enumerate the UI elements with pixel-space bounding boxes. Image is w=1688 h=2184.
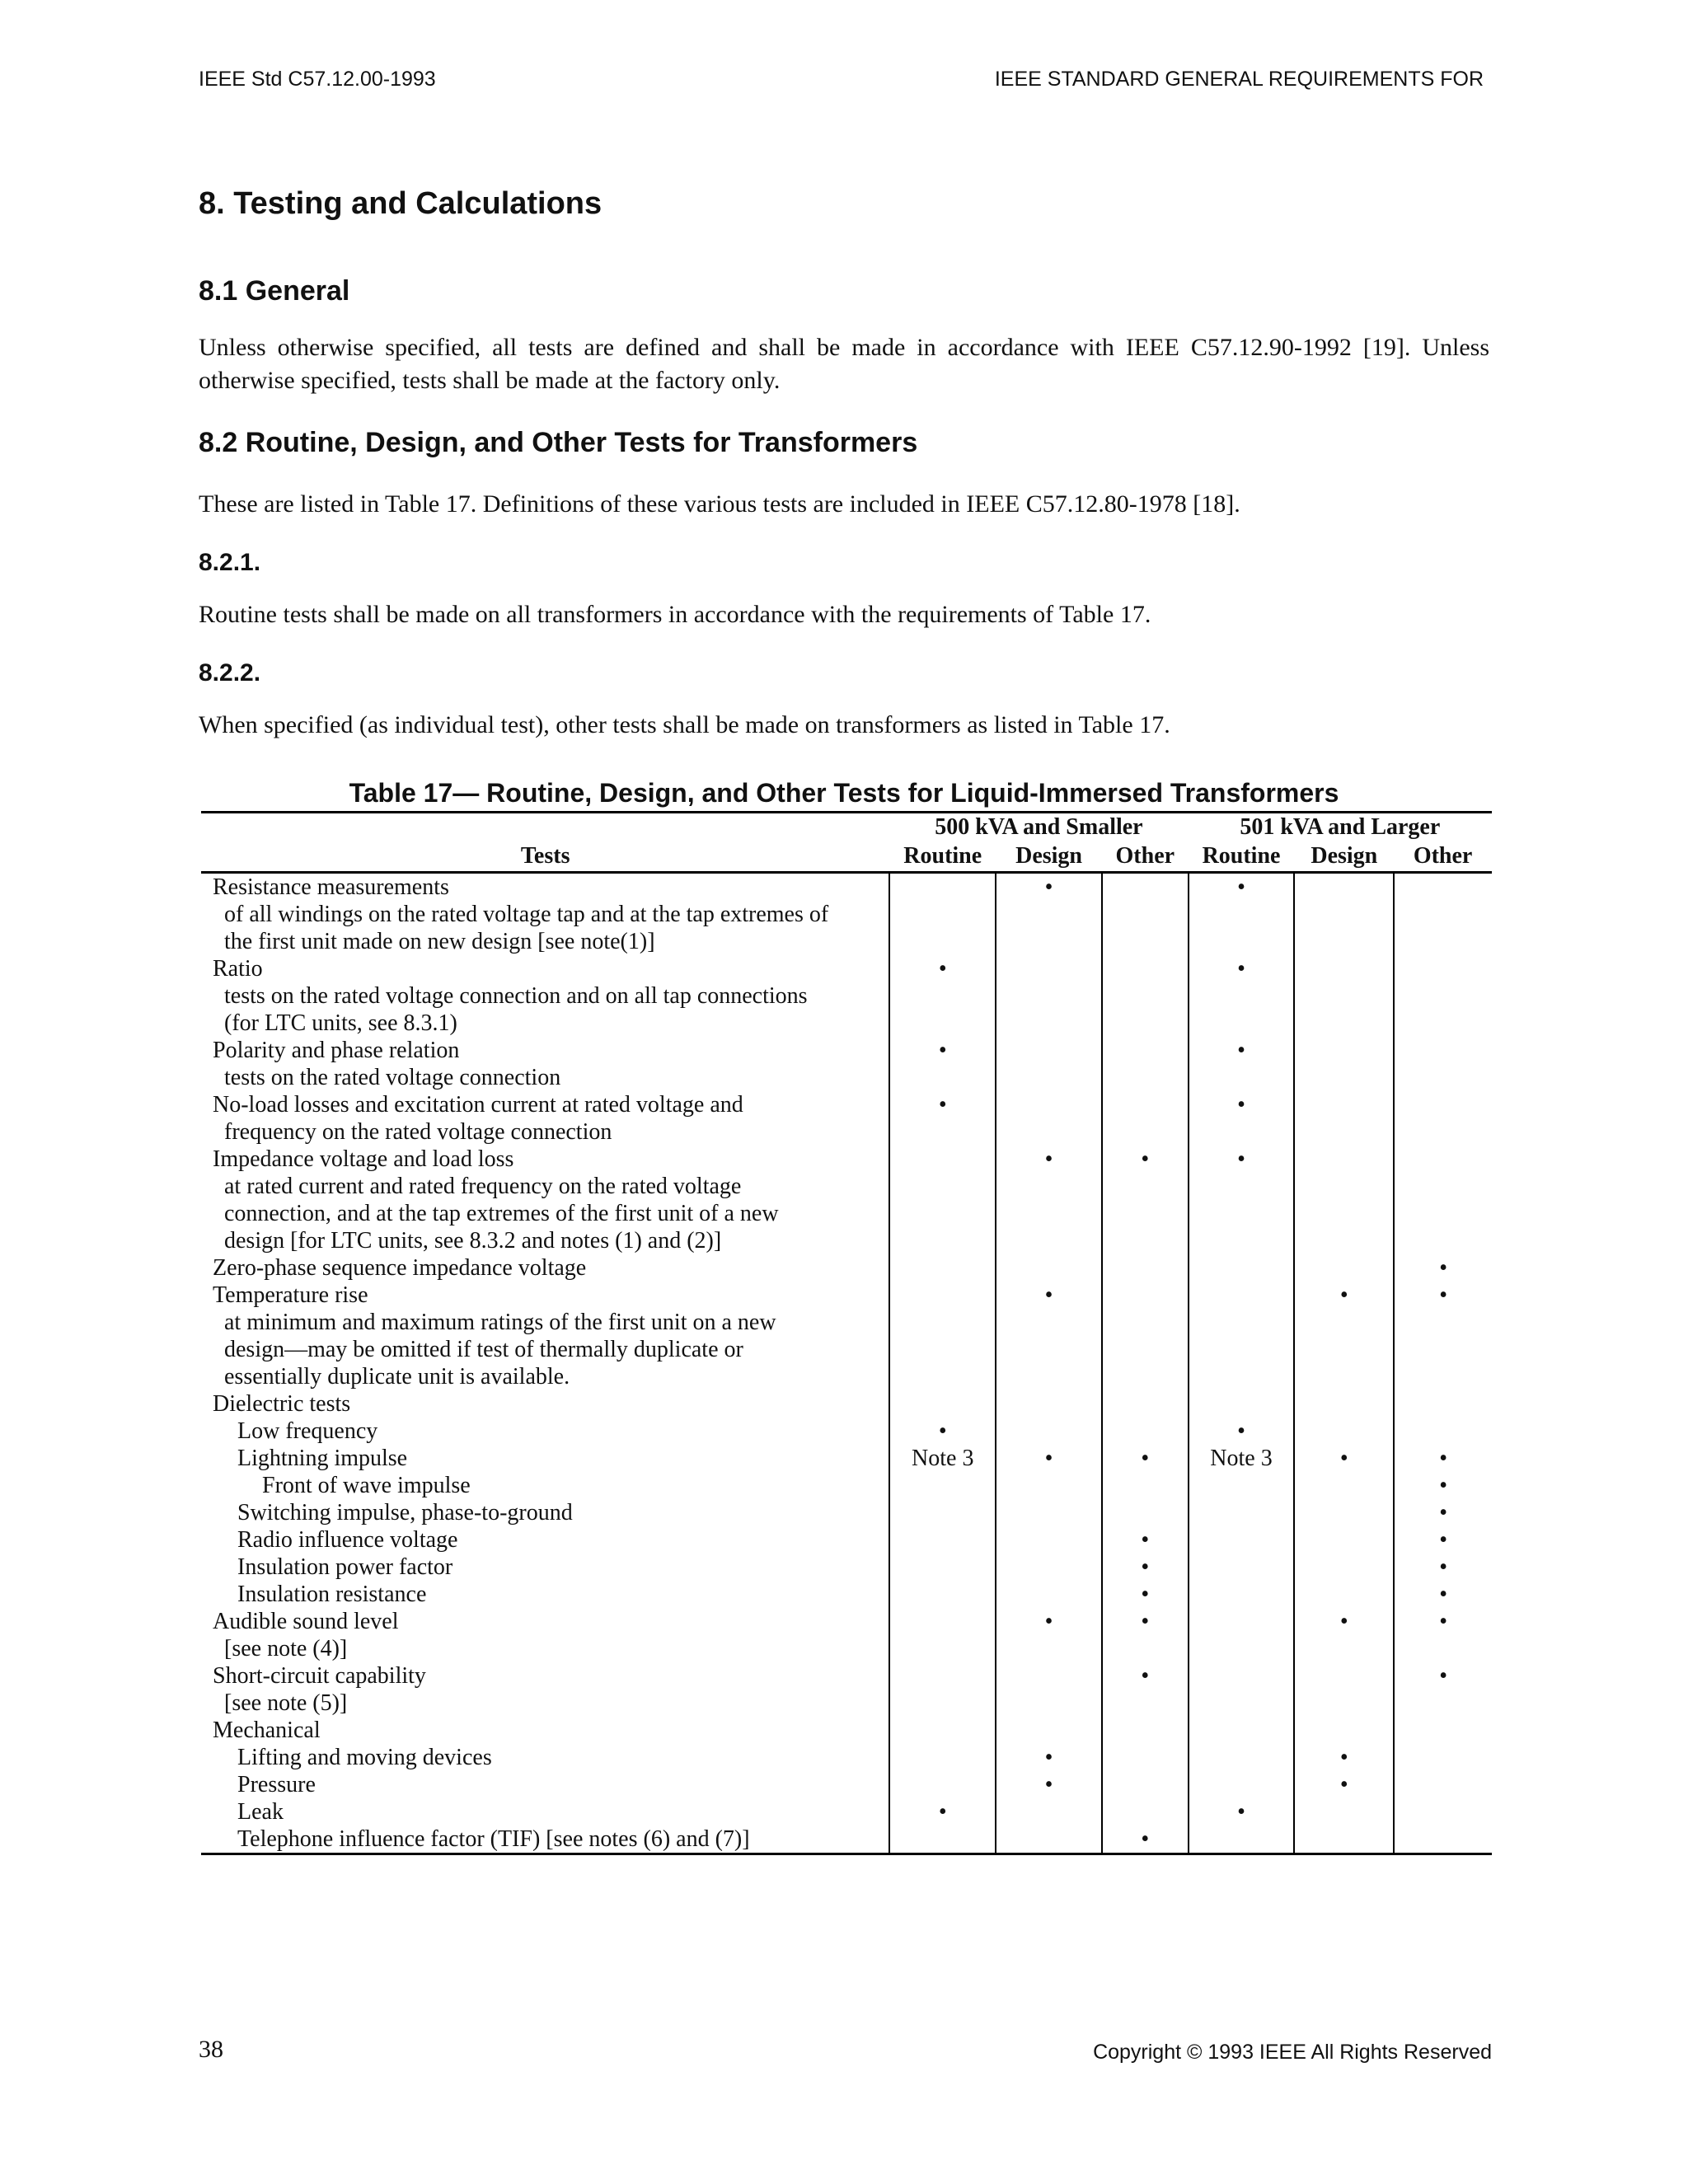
test-mark-e (1294, 1717, 1394, 1744)
test-name-cell (201, 1744, 889, 1771)
test-mark-b (996, 955, 1102, 1037)
test-mark-b: • (996, 1146, 1102, 1254)
test-mark-c (1102, 873, 1189, 956)
test-mark-e: • (1294, 1445, 1394, 1472)
test-mark-b (996, 1798, 1102, 1825)
test-mark-d: • (1189, 1037, 1295, 1091)
table-row (201, 1037, 1492, 1091)
test-mark-d: • (1189, 1091, 1295, 1146)
test-mark-e: • (1294, 1771, 1394, 1798)
test-mark-e (1294, 1037, 1394, 1091)
test-description: tests on the rated voltage connection (224, 1065, 561, 1090)
test-mark-c: • (1102, 1554, 1189, 1581)
test-description: frequency on the rated voltage connection (224, 1119, 612, 1145)
test-name: Polarity and phase relation (213, 1038, 460, 1063)
test-mark-c (1102, 1472, 1189, 1499)
test-mark-b (996, 1554, 1102, 1581)
test-mark-e: • (1294, 1608, 1394, 1662)
test-description: at minimum and maximum ratings of the first unit on a new (224, 1310, 776, 1335)
test-mark-f (1394, 1146, 1492, 1254)
column-header-routine: Routine (889, 841, 996, 873)
copyright-notice: Copyright © 1993 IEEE All Rights Reserved (1093, 2041, 1492, 2064)
test-mark-e: • (1294, 1282, 1394, 1390)
test-mark-c (1102, 1744, 1189, 1771)
test-mark-a (889, 1581, 996, 1608)
column-header-design: Design (1294, 841, 1394, 873)
table-row (201, 1472, 1492, 1499)
test-name: Insulation resistance (237, 1582, 427, 1607)
test-mark-a (889, 1825, 996, 1854)
test-mark-f: • (1394, 1445, 1492, 1472)
test-mark-a: • (889, 1091, 996, 1146)
clause-8-2-2-text: When specified (as individual test), other tests shall be made on transformers as listed in Table 17. (199, 711, 1170, 738)
test-name-cell (201, 955, 889, 1037)
test-name: Impedance voltage and load loss (213, 1146, 514, 1172)
test-mark-f (1394, 1037, 1492, 1091)
test-description: [see note (4)] (224, 1636, 348, 1661)
test-name-cell (201, 1091, 889, 1146)
test-mark-e (1294, 1499, 1394, 1526)
test-mark-f (1394, 873, 1492, 956)
test-name: No-load losses and excitation current at rated voltage and (213, 1092, 743, 1118)
column-header-other: Other (1394, 841, 1492, 873)
test-mark-a (889, 1771, 996, 1798)
test-mark-f: • (1394, 1282, 1492, 1390)
clause-8-2-2-title: 8.2.2. (199, 659, 261, 687)
test-name: Radio influence voltage (237, 1527, 458, 1553)
table-row (201, 955, 1492, 1037)
test-mark-f: • (1394, 1608, 1492, 1662)
clause-8-2-1-title: 8.2.1. (199, 549, 261, 576)
test-name: Resistance measurements (213, 874, 449, 900)
group-header-501kva: 501 kVA and Larger (1189, 813, 1492, 842)
test-mark-d (1189, 1608, 1295, 1662)
table-row (201, 1091, 1492, 1146)
test-mark-d (1189, 1526, 1295, 1554)
test-mark-a (889, 1254, 996, 1282)
test-mark-d (1189, 1581, 1295, 1608)
subsection-8-1-text: Unless otherwise specified, all tests are defined and shall be made in accordance with IEEE C57.12.90-1992 [19]. Unless otherwise specified, tests shall be made at the factory only. (199, 334, 1489, 394)
test-mark-e (1294, 1418, 1394, 1445)
table-row (201, 1418, 1492, 1445)
test-name-cell (201, 1418, 889, 1445)
test-mark-b: • (996, 873, 1102, 956)
group-header-500kva: 500 kVA and Smaller (889, 813, 1188, 842)
test-mark-d: • (1189, 873, 1295, 956)
test-mark-c (1102, 955, 1189, 1037)
test-name: Lightning impulse (237, 1446, 408, 1471)
test-mark-f (1394, 1717, 1492, 1744)
test-mark-b (996, 1418, 1102, 1445)
table-row (201, 1717, 1492, 1744)
test-mark-c: • (1102, 1146, 1189, 1254)
test-mark-a: • (889, 1037, 996, 1091)
test-mark-e (1294, 1825, 1394, 1854)
test-mark-c (1102, 1282, 1189, 1390)
test-mark-b (996, 1581, 1102, 1608)
test-name: Telephone influence factor (TIF) [see notes (6) and (7)] (237, 1826, 750, 1852)
test-mark-b (996, 1717, 1102, 1744)
test-name: Low frequency (237, 1418, 378, 1444)
test-mark-c: • (1102, 1526, 1189, 1554)
test-name: Leak (237, 1799, 284, 1825)
test-mark-c: • (1102, 1608, 1189, 1662)
test-mark-e (1294, 873, 1394, 956)
column-header-routine: Routine (1189, 841, 1295, 873)
test-mark-b (996, 1662, 1102, 1717)
table-row (201, 1390, 1492, 1418)
test-name: Zero-phase sequence impedance voltage (213, 1255, 587, 1281)
test-mark-c (1102, 1037, 1189, 1091)
test-mark-d (1189, 1771, 1295, 1798)
test-name: Switching impulse, phase-to-ground (237, 1500, 573, 1526)
table-row (201, 1526, 1492, 1554)
test-name: Pressure (237, 1772, 316, 1797)
page-number: 38 (199, 2036, 223, 2063)
test-mark-d: • (1189, 1798, 1295, 1825)
test-mark-e (1294, 1146, 1394, 1254)
test-name-cell (201, 1254, 889, 1282)
test-mark-e (1294, 1662, 1394, 1717)
test-description: of all windings on the rated voltage tap and at the tap extremes of (224, 902, 829, 927)
running-header-left: IEEE Std C57.12.00-1993 (199, 68, 436, 91)
test-name-cell (201, 1390, 889, 1418)
tests-table (201, 811, 1492, 1855)
test-mark-f (1394, 1744, 1492, 1771)
test-mark-c (1102, 1091, 1189, 1146)
subsection-8-2-title: 8.2 Routine, Design, and Other Tests for Transformers (199, 427, 918, 458)
test-name-cell (201, 1472, 889, 1499)
header-blank (201, 813, 889, 842)
test-mark-f: • (1394, 1554, 1492, 1581)
test-mark-a (889, 1554, 996, 1581)
test-mark-d (1189, 1744, 1295, 1771)
test-mark-a (889, 873, 996, 956)
test-name: Ratio (213, 956, 263, 982)
test-mark-f: • (1394, 1662, 1492, 1717)
subsection-8-2-text: These are listed in Table 17. Definitions of these various tests are included in IEEE C57.12.80-1978 [18]. (199, 490, 1240, 518)
test-mark-b (996, 1499, 1102, 1526)
test-mark-a (889, 1499, 996, 1526)
test-mark-d (1189, 1499, 1295, 1526)
table-row (201, 1798, 1492, 1825)
test-mark-c (1102, 1499, 1189, 1526)
test-mark-b: • (996, 1744, 1102, 1771)
test-mark-e (1294, 1390, 1394, 1418)
test-name: Temperature rise (213, 1282, 368, 1308)
table-row (201, 1771, 1492, 1798)
test-mark-d (1189, 1662, 1295, 1717)
test-description: design [for LTC units, see 8.3.2 and notes (1) and (2)] (224, 1228, 722, 1254)
test-name: Lifting and moving devices (237, 1745, 492, 1770)
section-title: 8. Testing and Calculations (199, 186, 603, 221)
test-mark-c (1102, 1390, 1189, 1418)
test-mark-a: • (889, 1798, 996, 1825)
test-name-cell (201, 1798, 889, 1825)
running-header-right: IEEE STANDARD GENERAL REQUIREMENTS FOR (994, 68, 1484, 91)
test-mark-a (889, 1526, 996, 1554)
test-description: (for LTC units, see 8.3.1) (224, 1010, 457, 1036)
column-header-tests: Tests (201, 841, 889, 873)
test-mark-f (1394, 955, 1492, 1037)
test-mark-b: • (996, 1771, 1102, 1798)
test-description: essentially duplicate unit is available. (224, 1364, 570, 1390)
test-mark-c: • (1102, 1581, 1189, 1608)
table-row (201, 1662, 1492, 1717)
test-mark-d (1189, 1390, 1295, 1418)
test-name-cell (201, 1608, 889, 1662)
test-mark-a (889, 1662, 996, 1717)
test-name-cell (201, 1526, 889, 1554)
test-description: tests on the rated voltage connection and on all tap connections (224, 983, 808, 1009)
test-mark-a: • (889, 1418, 996, 1445)
test-mark-f: • (1394, 1472, 1492, 1499)
test-mark-f: • (1394, 1581, 1492, 1608)
test-mark-b (996, 1037, 1102, 1091)
test-name-cell (201, 1146, 889, 1254)
test-mark-d: • (1189, 1418, 1295, 1445)
test-mark-d (1189, 1472, 1295, 1499)
test-mark-b (996, 1825, 1102, 1854)
test-mark-c (1102, 1418, 1189, 1445)
test-mark-b (996, 1254, 1102, 1282)
test-name: Short-circuit capability (213, 1663, 426, 1689)
column-header-design: Design (996, 841, 1102, 873)
test-name-cell (201, 1717, 889, 1744)
table-row (201, 1608, 1492, 1662)
test-mark-f (1394, 1091, 1492, 1146)
test-description: [see note (5)] (224, 1690, 348, 1716)
table-title: Table 17— Routine, Design, and Other Tests for Liquid-Immersed Transformers (349, 778, 1339, 808)
test-mark-a (889, 1390, 996, 1418)
test-description: connection, and at the tap extremes of the first unit of a new (224, 1201, 779, 1226)
test-mark-c (1102, 1717, 1189, 1744)
test-mark-c (1102, 1254, 1189, 1282)
test-mark-a: Note 3 (889, 1445, 996, 1472)
test-mark-f (1394, 1771, 1492, 1798)
test-mark-c (1102, 1771, 1189, 1798)
test-description: design—may be omitted if test of thermally duplicate or (224, 1337, 743, 1362)
table-row (201, 1825, 1492, 1854)
table-row (201, 1254, 1492, 1282)
test-mark-f: • (1394, 1526, 1492, 1554)
test-mark-d: • (1189, 955, 1295, 1037)
test-mark-a (889, 1146, 996, 1254)
test-mark-c: • (1102, 1825, 1189, 1854)
test-name-cell (201, 1825, 889, 1854)
test-mark-f: • (1394, 1499, 1492, 1526)
test-description: at rated current and rated frequency on the rated voltage (224, 1174, 742, 1199)
test-name: Dielectric tests (213, 1391, 351, 1417)
test-mark-a (889, 1472, 996, 1499)
table-row (201, 873, 1492, 956)
table-row (201, 1581, 1492, 1608)
test-name-cell (201, 1771, 889, 1798)
test-mark-f (1394, 1390, 1492, 1418)
test-mark-d: Note 3 (1189, 1445, 1295, 1472)
test-name-cell (201, 1554, 889, 1581)
column-header-other: Other (1102, 841, 1189, 873)
test-mark-e (1294, 1254, 1394, 1282)
table-row (201, 1499, 1492, 1526)
test-name-cell (201, 1037, 889, 1091)
test-name: Insulation power factor (237, 1554, 453, 1580)
test-mark-b (996, 1390, 1102, 1418)
test-mark-b (996, 1472, 1102, 1499)
test-name: Mechanical (213, 1718, 321, 1743)
test-mark-c (1102, 1798, 1189, 1825)
test-mark-b (996, 1091, 1102, 1146)
test-name-cell (201, 873, 889, 956)
table-row (201, 1554, 1492, 1581)
test-mark-d (1189, 1554, 1295, 1581)
table-row (201, 1282, 1492, 1390)
test-mark-b: • (996, 1608, 1102, 1662)
test-mark-d (1189, 1254, 1295, 1282)
test-name-cell (201, 1282, 889, 1390)
test-mark-d: • (1189, 1146, 1295, 1254)
test-name-cell (201, 1581, 889, 1608)
test-name-cell (201, 1662, 889, 1717)
test-mark-d (1189, 1282, 1295, 1390)
test-mark-d (1189, 1717, 1295, 1744)
test-mark-e (1294, 1472, 1394, 1499)
table-row (201, 1146, 1492, 1254)
test-mark-b: • (996, 1445, 1102, 1472)
table-row (201, 1744, 1492, 1771)
test-name: Front of wave impulse (262, 1473, 471, 1498)
test-mark-a (889, 1608, 996, 1662)
test-mark-e (1294, 1581, 1394, 1608)
test-mark-e (1294, 1798, 1394, 1825)
test-mark-e (1294, 955, 1394, 1037)
clause-8-2-1-text: Routine tests shall be made on all transformers in accordance with the requirements of Table 17. (199, 601, 1151, 628)
table-row (201, 1445, 1492, 1472)
test-mark-e (1294, 1554, 1394, 1581)
subsection-8-1-title: 8.1 General (199, 275, 350, 307)
test-mark-c: • (1102, 1662, 1189, 1717)
test-name-cell (201, 1499, 889, 1526)
test-mark-a (889, 1717, 996, 1744)
test-mark-d (1189, 1825, 1295, 1854)
test-mark-c: • (1102, 1445, 1189, 1472)
test-name: Audible sound level (213, 1609, 399, 1634)
test-mark-a (889, 1744, 996, 1771)
test-mark-b: • (996, 1282, 1102, 1390)
test-mark-b (996, 1526, 1102, 1554)
test-mark-e (1294, 1091, 1394, 1146)
test-mark-f (1394, 1418, 1492, 1445)
test-mark-a: • (889, 955, 996, 1037)
test-mark-e: • (1294, 1744, 1394, 1771)
test-name-cell (201, 1445, 889, 1472)
test-mark-f (1394, 1825, 1492, 1854)
test-description: the first unit made on new design [see note(1)] (224, 929, 655, 954)
test-mark-f: • (1394, 1254, 1492, 1282)
test-mark-a (889, 1282, 996, 1390)
test-mark-e (1294, 1526, 1394, 1554)
test-mark-f (1394, 1798, 1492, 1825)
